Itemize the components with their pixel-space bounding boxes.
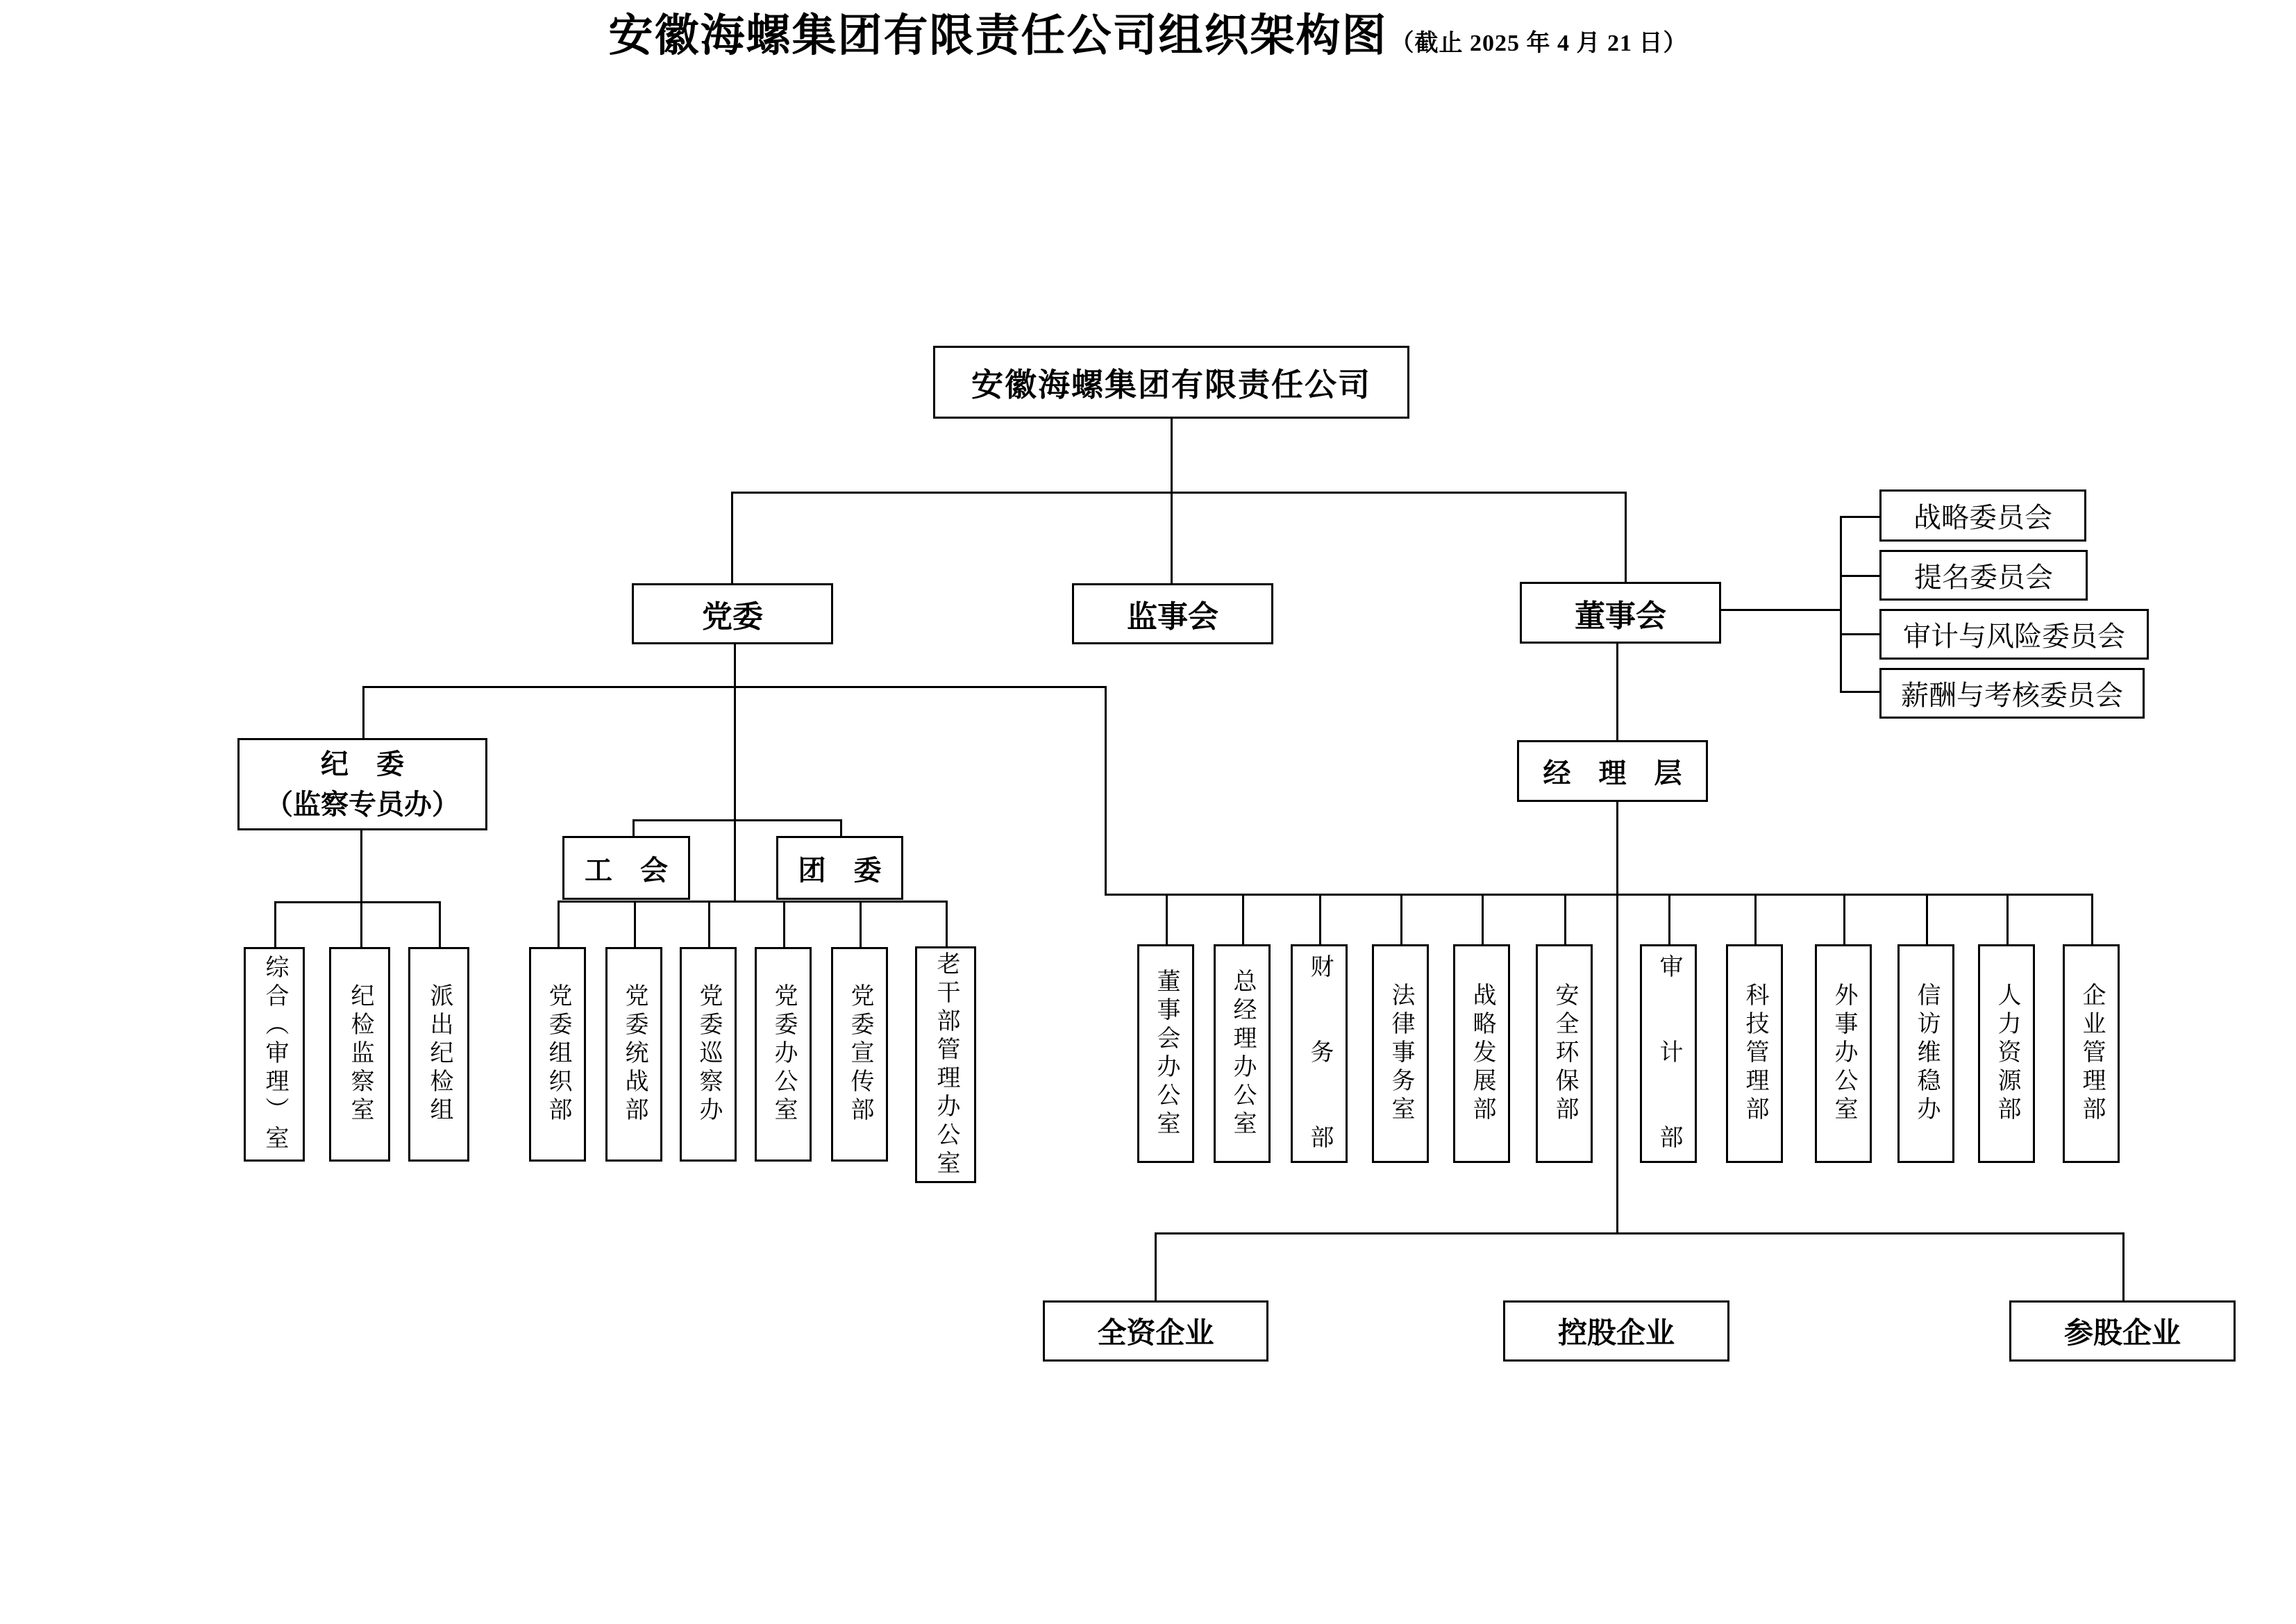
admin-dept-box [1978,944,2035,1163]
root-company-label: 安徽海螺集团有限责任公司 [971,366,1371,403]
board-of-directors-label: 董事会 [1575,598,1666,633]
connector-line [632,819,635,836]
admin-dept-label: 信访维稳办 [1913,982,1939,1125]
party-dept-box [605,947,662,1162]
equity-participation-enterprises-label: 参股企业 [2063,1316,2181,1349]
discipline-dept-label: 纪检监察室 [347,983,373,1125]
connector-line [1754,894,1757,944]
discipline-dept-box [329,947,390,1162]
connector-line [632,819,842,821]
youth-league-box [776,836,903,900]
strategy-committee-box [1879,489,2086,542]
connector-line [634,901,636,947]
party-dept-box [831,947,888,1162]
connector-line [1840,575,1879,577]
party-dept-box [529,947,586,1162]
admin-dept-box [2063,944,2120,1163]
admin-dept-label: 总经理办公室 [1230,968,1255,1139]
connector-line [1400,894,1402,944]
admin-dept-label: 董事会办公室 [1153,968,1179,1139]
admin-dept-label: 法律事务室 [1388,982,1414,1125]
admin-dept-label: 审 计 部 [1656,954,1682,1153]
connector-line [1843,894,1845,944]
nomination-committee-box [1879,550,2088,601]
connector-line [1105,894,2093,896]
nomination-committee-label: 提名委员会 [1914,562,2053,593]
connector-line [1482,894,1484,944]
connector-line [2091,894,2093,944]
connector-line [274,901,441,903]
board-of-directors-box [1520,582,1721,644]
holding-enterprises-box [1503,1300,1729,1362]
admin-dept-box [1137,944,1194,1163]
connector-line [840,819,842,836]
connector-line [708,901,710,947]
admin-dept-box [1536,944,1593,1163]
connector-line [860,901,862,947]
wholly-owned-enterprises-label: 全资企业 [1097,1316,1214,1349]
connector-line [1564,894,1566,944]
connector-line [1840,516,1879,518]
connector-line [783,901,785,947]
connector-line [1625,492,1627,583]
connector-line [360,830,362,903]
discipline-committee-box [237,738,487,830]
connector-line [1840,516,1842,693]
connector-line [1668,894,1670,944]
admin-dept-label: 科技管理部 [1742,982,1768,1125]
admin-dept-label: 财 务 部 [1307,954,1332,1153]
title-date-note: （截止 2025 年 4 月 21 日） [1390,31,1688,56]
admin-dept-box [1372,944,1429,1163]
page-title [0,0,2296,64]
party-dept-label: 老干部管理办公室 [933,951,959,1179]
connector-line [1155,1232,2125,1234]
strategy-committee-label: 战略委员会 [1913,502,2052,533]
connector-line [362,686,1107,688]
connector-line [1155,1232,1157,1300]
connector-line [1926,894,1928,944]
connector-line [2122,1232,2125,1300]
connector-line [731,492,733,583]
admin-dept-label: 企业管理部 [2079,982,2104,1125]
audit-risk-committee-box [1879,609,2149,660]
discipline-dept-box [408,947,469,1162]
party-dept-box [680,947,737,1162]
connector-line [1242,894,1244,944]
equity-participation-enterprises-box [2009,1300,2236,1362]
audit-risk-committee-label: 审计与风险委员会 [1903,621,2125,652]
party-dept-label: 党委统战部 [621,983,647,1125]
youth-league-label: 团 委 [798,854,882,886]
discipline-dept-label: 派出纪检组 [426,983,452,1125]
party-dept-label: 党委办公室 [771,983,796,1125]
connector-line [1616,644,1618,740]
admin-dept-box [1291,944,1348,1163]
connector-line [946,901,948,947]
wholly-owned-enterprises-box [1043,1300,1268,1362]
connector-line [558,901,560,947]
connector-line [1840,691,1879,693]
remuneration-appraisal-committee-box [1879,668,2145,719]
connector-line [1616,802,1618,1232]
party-committee-box [632,583,833,644]
connector-line [558,901,948,903]
labor-union-label: 工 会 [585,854,668,886]
labor-union-box [562,836,690,900]
admin-dept-box [1453,944,1510,1163]
connector-line [731,492,1627,494]
management-layer-box [1517,740,1708,802]
admin-dept-box [1815,944,1872,1163]
title-main: 安徽海螺集团有限责任公司组织架构图 [608,11,1388,60]
admin-dept-box [1726,944,1783,1163]
party-dept-label: 党委组织部 [545,983,571,1125]
connector-line [1166,894,1168,944]
connector-line [1319,894,1321,944]
connector-line [362,686,364,738]
discipline-committee-line2: （监察专员办） [265,788,460,820]
connector-line [2006,894,2009,944]
party-committee-label: 党委 [702,600,763,634]
root-company-box [933,346,1409,419]
admin-dept-label: 人力资源部 [1994,982,2020,1125]
discipline-dept-box [244,947,305,1162]
connector-line [734,644,736,903]
connector-line [1105,686,1107,896]
party-dept-box [915,946,976,1183]
connector-line [360,901,362,947]
connector-line [1171,419,1173,494]
connector-line [1840,633,1879,635]
admin-dept-label: 安全环保部 [1552,982,1577,1125]
remuneration-appraisal-committee-label: 薪酬与考核委员会 [1901,680,2123,711]
supervisory-board-label: 监事会 [1127,600,1218,634]
discipline-dept-label: 综合（审理）室 [262,955,287,1154]
connector-line [1171,492,1173,583]
admin-dept-label: 外事办公室 [1831,982,1857,1125]
admin-dept-box [1214,944,1271,1163]
connector-line [274,901,276,947]
management-layer-label: 经 理 层 [1543,757,1682,789]
admin-dept-label: 战略发展部 [1469,982,1495,1125]
discipline-committee-line1: 纪 委 [321,748,404,780]
holding-enterprises-label: 控股企业 [1557,1316,1675,1349]
connector-line [439,901,441,947]
party-dept-label: 党委巡察办 [696,983,721,1125]
admin-dept-box [1897,944,1954,1163]
admin-dept-box [1640,944,1697,1163]
party-dept-box [755,947,812,1162]
party-dept-label: 党委宣传部 [847,983,873,1125]
supervisory-board-box [1072,583,1273,644]
connector-line [1721,609,1842,611]
